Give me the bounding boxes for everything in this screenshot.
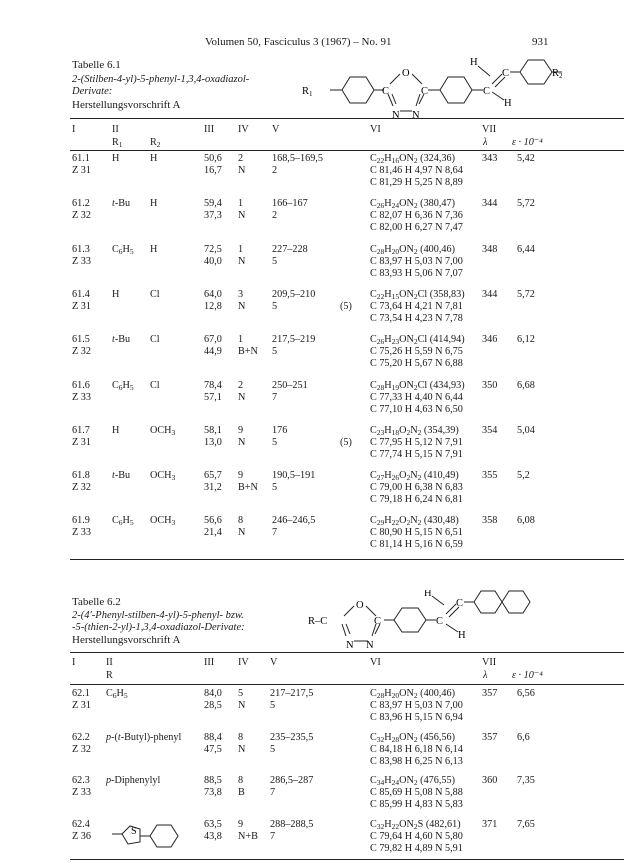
col4-value-b: N bbox=[238, 210, 246, 222]
r-value: p-Diphenylyl bbox=[106, 775, 161, 786]
struct2-o: O bbox=[356, 600, 364, 611]
col3-value-b: 44,9 bbox=[204, 346, 222, 358]
table1-header-col1: I bbox=[72, 124, 76, 135]
struct2-c-vinyl-b: C bbox=[456, 598, 464, 609]
col4-value-b: N bbox=[238, 743, 246, 755]
col3-value-b: 31,2 bbox=[204, 482, 222, 494]
col4-value-a: 1 bbox=[238, 198, 244, 210]
molecular-formula: $C_{26}H_{23}ON_2Cl$ (414,94) bbox=[370, 334, 465, 347]
melting-point: 217,5–219 bbox=[272, 334, 316, 346]
col5-value-b: 2 bbox=[272, 165, 278, 176]
r1-value: $C_6H_5$ bbox=[112, 379, 134, 392]
molecular-formula: $C_{28}H_{19}ON_2Cl$ (434,93) bbox=[370, 379, 465, 392]
analysis-found: C 75,20 H 5,67 N 6,88 bbox=[370, 358, 463, 370]
analysis-found: C 83,93 H 5,06 N 7,07 bbox=[370, 267, 463, 279]
melting-point: 168,5–169,5 bbox=[272, 153, 323, 164]
melting-point: 176 bbox=[272, 424, 288, 436]
epsilon-value: 5,04 bbox=[517, 424, 535, 436]
r-value: p-(t-Butyl)-phenyl bbox=[106, 731, 182, 743]
row-z-code: Z 32 bbox=[72, 210, 91, 222]
epsilon-value: 5,72 bbox=[517, 198, 535, 210]
r1-value: H bbox=[112, 288, 120, 300]
table2-header-col6: VI bbox=[370, 657, 381, 668]
col5-value-b: 5 bbox=[272, 255, 278, 267]
lambda-max: 344 bbox=[482, 288, 498, 300]
molecular-formula: $C_{22}H_{15}ON_2Cl$ (358,83) bbox=[370, 288, 465, 301]
col4-value-b: B+N bbox=[238, 346, 258, 358]
benzene-ring-middle bbox=[440, 77, 472, 103]
r1-value: t-Bu bbox=[112, 198, 131, 210]
struct1-n-left: N bbox=[392, 110, 400, 121]
r2-value: Cl bbox=[150, 334, 160, 346]
epsilon-value: 6,12 bbox=[517, 334, 535, 346]
table2-title-line1: 2-(4′-Phenyl-stilben-4-yl)-5-phenyl- bzw. bbox=[72, 610, 244, 621]
row-number: 62.1 bbox=[72, 688, 90, 699]
col3-value-a: 58,1 bbox=[204, 424, 222, 436]
melting-point: 288–288,5 bbox=[270, 818, 314, 830]
col4-value-a: 9 bbox=[238, 470, 244, 482]
col4-value-a: 1 bbox=[238, 243, 244, 255]
row-number: 62.3 bbox=[72, 775, 90, 786]
table1-label: Tabelle 6.1 bbox=[72, 59, 121, 71]
r-value: $C_6H_5$ bbox=[106, 688, 128, 700]
col3-value-a: 63,5 bbox=[204, 818, 222, 830]
struct2-c-vinyl-a: C bbox=[436, 616, 444, 627]
col4-value-b: N bbox=[238, 391, 246, 403]
table1-header-rule bbox=[70, 150, 624, 151]
r1-value: $C_6H_5$ bbox=[112, 243, 134, 256]
table1-header-col6: VI bbox=[370, 124, 381, 135]
running-header-journal: Volumen 50, Fasciculus 3 (1967) – No. 91 bbox=[205, 36, 392, 48]
table2-title-line2: -5-(thien-2-yl)-1,3,4-oxadiazol-Derivate: bbox=[72, 622, 245, 633]
molecular-formula: $C_{22}H_{16}ON_2$ (324,36) bbox=[370, 153, 455, 165]
melting-point: 209,5–210 bbox=[272, 288, 316, 300]
lambda-max: 360 bbox=[482, 775, 498, 786]
analysis-calculated: C 80,90 H 5,15 N 6,51 bbox=[370, 527, 463, 539]
molecular-formula: $C_{28}H_{20}ON_2$ (400,46) bbox=[370, 243, 455, 256]
table1-header-col3: III bbox=[204, 124, 215, 135]
struct2-h-top: H bbox=[424, 590, 432, 599]
col3-value-a: 64,0 bbox=[204, 288, 222, 300]
col4-value-a: 9 bbox=[238, 424, 244, 436]
row-z-code: Z 31 bbox=[72, 165, 91, 176]
table2-header-epsilon: ε · 10⁻⁴ bbox=[512, 670, 543, 681]
molecular-formula: $C_{28}H_{20}ON_2$ (400,46) bbox=[370, 688, 455, 700]
row-number: 61.4 bbox=[72, 288, 90, 300]
table1-method: Herstellungsvorschrift A bbox=[72, 99, 181, 111]
analysis-calculated: C 73,64 H 4,21 N 7,81 bbox=[370, 300, 463, 312]
col3-value-a: 78,4 bbox=[204, 379, 222, 391]
col3-value-a: 88,4 bbox=[204, 731, 222, 743]
lambda-max: 344 bbox=[482, 198, 498, 210]
analysis-found: C 77,74 H 5,15 N 7,91 bbox=[370, 448, 463, 460]
melting-point: 227–228 bbox=[272, 243, 308, 255]
row-number: 61.5 bbox=[72, 334, 90, 346]
row-number: 61.1 bbox=[72, 153, 90, 164]
lambda-max: 371 bbox=[482, 818, 498, 830]
row-z-code: Z 31 bbox=[72, 436, 91, 448]
epsilon-value: 6,44 bbox=[517, 243, 535, 255]
lambda-max: 348 bbox=[482, 243, 498, 255]
struct2-n-left: N bbox=[346, 640, 354, 651]
col3-value-a: 50,6 bbox=[204, 153, 222, 164]
lambda-max: 346 bbox=[482, 334, 498, 346]
col4-value-a: 5 bbox=[238, 688, 244, 699]
table2-label: Tabelle 6.2 bbox=[72, 596, 121, 608]
table2-header-col4: IV bbox=[238, 657, 249, 668]
table1-title-line2: Derivate: bbox=[72, 86, 113, 97]
col5-value-b: 7 bbox=[272, 527, 278, 539]
col4-value-b: N bbox=[238, 527, 246, 539]
r2-value: Cl bbox=[150, 288, 160, 300]
molecular-formula: $C_{23}H_{18}O_2N_2$ (354,39) bbox=[370, 424, 459, 437]
struct2-h-bottom: H bbox=[458, 630, 466, 641]
lambda-max: 350 bbox=[482, 379, 498, 391]
col3-value-a: 56,6 bbox=[204, 515, 222, 527]
col5-value-c: (5) bbox=[340, 300, 352, 312]
epsilon-value: 5,2 bbox=[517, 470, 530, 482]
table2-header-col3: III bbox=[204, 657, 215, 668]
analysis-calculated: C 83,97 H 5,03 N 7,00 bbox=[370, 700, 463, 711]
col3-value-b: 43,8 bbox=[204, 830, 222, 842]
molecular-formula: $C_{26}H_{24}ON_2$ (380,47) bbox=[370, 198, 455, 211]
col3-value-a: 65,7 bbox=[204, 470, 222, 482]
r1-value: H bbox=[112, 153, 120, 164]
col3-value-a: 67,0 bbox=[204, 334, 222, 346]
epsilon-value: 6,68 bbox=[517, 379, 535, 391]
benzene-ring-right-b bbox=[502, 591, 530, 613]
struct1-o: O bbox=[402, 68, 410, 79]
row-number: 62.2 bbox=[72, 731, 90, 743]
r1-value: t-Bu bbox=[112, 334, 131, 346]
r2-value: $OCH_3$ bbox=[150, 470, 176, 483]
table1-header-r2: $R_2$ bbox=[150, 137, 161, 149]
row-z-code: Z 32 bbox=[72, 482, 91, 494]
col5-value-b: 7 bbox=[270, 830, 276, 842]
melting-point: 250–251 bbox=[272, 379, 308, 391]
molecular-formula: $C_{27}H_{26}O_2N_2$ (410,49) bbox=[370, 470, 459, 483]
melting-point: 235–235,5 bbox=[270, 731, 314, 743]
col3-value-b: 16,7 bbox=[204, 165, 222, 176]
col5-value-b: 5 bbox=[270, 743, 276, 755]
col4-value-a: 8 bbox=[238, 731, 244, 743]
lambda-max: 354 bbox=[482, 424, 498, 436]
analysis-found: C 85,99 H 4,83 N 5,83 bbox=[370, 799, 463, 810]
table1-header-col5: V bbox=[272, 124, 280, 135]
molecular-formula: $C_{32}H_{28}ON_2$ (456,56) bbox=[370, 731, 455, 744]
row-number: 61.3 bbox=[72, 243, 90, 255]
analysis-calculated: C 81,46 H 4,97 N 8,64 bbox=[370, 165, 463, 176]
table1-structure-diagram bbox=[280, 52, 570, 124]
table1-bottom-rule bbox=[70, 559, 624, 560]
col5-value-c: (5) bbox=[340, 436, 352, 448]
analysis-found: C 83,98 H 6,25 N 6,13 bbox=[370, 755, 463, 767]
table2-bottom-rule bbox=[70, 859, 624, 860]
thienyl-phenyl-structure bbox=[112, 822, 184, 854]
col4-value-a: 2 bbox=[238, 379, 244, 391]
col3-value-a: 88,5 bbox=[204, 775, 222, 786]
epsilon-value: 7,35 bbox=[517, 775, 535, 786]
col3-value-a: 59,4 bbox=[204, 198, 222, 210]
table2-header-col7: VII bbox=[482, 657, 497, 668]
table1-header-lambda: λ bbox=[483, 137, 488, 148]
lambda-max: 357 bbox=[482, 688, 498, 699]
row-number: 61.6 bbox=[72, 379, 90, 391]
table2-header-lambda: λ bbox=[483, 670, 488, 681]
analysis-calculated: C 77,95 H 5,12 N 7,91 bbox=[370, 436, 463, 448]
benzene-ring-right bbox=[520, 60, 552, 84]
col5-value-b: 5 bbox=[272, 346, 278, 358]
analysis-calculated: C 79,64 H 4,60 N 5,80 bbox=[370, 830, 463, 842]
col3-value-b: 57,1 bbox=[204, 391, 222, 403]
running-header-page-number: 931 bbox=[532, 36, 549, 48]
analysis-found: C 79,82 H 4,89 N 5,91 bbox=[370, 842, 463, 854]
struct1-c-vinyl-b: C bbox=[502, 68, 510, 79]
row-z-code: Z 31 bbox=[72, 300, 91, 312]
row-z-code: Z 31 bbox=[72, 700, 91, 711]
r2-value: Cl bbox=[150, 379, 160, 391]
r2-value: H bbox=[150, 198, 158, 210]
r1-value: t-Bu bbox=[112, 470, 131, 482]
col3-value-a: 84,0 bbox=[204, 688, 222, 699]
analysis-calculated: C 79,00 H 6,38 N 6,83 bbox=[370, 482, 463, 494]
analysis-found: C 83,96 H 5,15 N 6,94 bbox=[370, 712, 463, 723]
melting-point: 217–217,5 bbox=[270, 688, 314, 699]
table1-header-col4: IV bbox=[238, 124, 249, 135]
table1-header-col7: VII bbox=[482, 124, 497, 135]
analysis-calculated: C 85,69 H 5,08 N 5,88 bbox=[370, 787, 463, 798]
col3-value-b: 28,5 bbox=[204, 700, 222, 711]
col5-value-b: 5 bbox=[272, 300, 278, 312]
analysis-found: C 82,00 H 6,27 N 7,47 bbox=[370, 222, 463, 234]
melting-point: 190,5–191 bbox=[272, 470, 316, 482]
col4-value-b: B bbox=[238, 787, 245, 798]
row-number: 61.9 bbox=[72, 515, 90, 527]
col4-value-b: N bbox=[238, 700, 246, 711]
benzene-ring-left bbox=[342, 77, 374, 103]
analysis-found: C 77,10 H 4,63 N 6,50 bbox=[370, 403, 463, 415]
row-number: 61.2 bbox=[72, 198, 90, 210]
col5-value-b: 5 bbox=[270, 700, 276, 711]
col3-value-a: 72,5 bbox=[204, 243, 222, 255]
struct2-r-c: R–C bbox=[308, 616, 328, 627]
col3-value-b: 12,8 bbox=[204, 300, 222, 312]
col4-value-b: N bbox=[238, 300, 246, 312]
table2-header-col5: V bbox=[270, 657, 278, 668]
struct2-n-right: N bbox=[366, 640, 374, 651]
col4-value-b: B+N bbox=[238, 482, 258, 494]
col4-value-b: N bbox=[238, 436, 246, 448]
benzene-ring-right-a bbox=[474, 591, 502, 613]
col5-value-b: 7 bbox=[270, 787, 276, 798]
epsilon-value: 5,72 bbox=[517, 288, 535, 300]
table1-title-line1: 2-(Stilben-4-yl)-5-phenyl-1,3,4-oxadiazol- bbox=[72, 74, 250, 85]
col4-value-b: N bbox=[238, 165, 246, 176]
row-z-code: Z 36 bbox=[72, 830, 91, 842]
analysis-found: C 79,18 H 6,24 N 6,81 bbox=[370, 494, 463, 506]
table2-header-col2: II bbox=[106, 657, 113, 668]
table1-top-rule bbox=[70, 118, 624, 119]
struct1-r2-label: R2 bbox=[552, 68, 563, 80]
struct1-h-top: H bbox=[470, 57, 478, 68]
molecular-formula: $C_{29}H_{22}O_2N_2$ (430,48) bbox=[370, 515, 459, 528]
r2-value: H bbox=[150, 153, 158, 164]
col4-value-b: N bbox=[238, 255, 246, 267]
row-z-code: Z 33 bbox=[72, 391, 91, 403]
melting-point: 286,5–287 bbox=[270, 775, 314, 786]
table1-header-col2: II bbox=[112, 124, 119, 135]
epsilon-value: 5,42 bbox=[517, 153, 535, 164]
epsilon-value: 7,65 bbox=[517, 818, 535, 830]
epsilon-value: 6,08 bbox=[517, 515, 535, 527]
r2-value: $OCH_3$ bbox=[150, 424, 176, 437]
table2-header-col1: I bbox=[72, 657, 76, 668]
table2-header-r: R bbox=[106, 670, 113, 681]
analysis-calculated: C 77,33 H 4,40 N 6,44 bbox=[370, 391, 463, 403]
col3-value-b: 47,5 bbox=[204, 743, 222, 755]
table2-method: Herstellungsvorschrift A bbox=[72, 634, 181, 646]
col3-value-b: 40,0 bbox=[204, 255, 222, 267]
analysis-calculated: C 82,07 H 6,36 N 7,36 bbox=[370, 210, 463, 222]
col4-value-a: 2 bbox=[238, 153, 244, 164]
col4-value-a: 9 bbox=[238, 818, 244, 830]
epsilon-value: 6,56 bbox=[517, 688, 535, 699]
struct1-n-right: N bbox=[412, 110, 420, 121]
col4-value-a: 3 bbox=[238, 288, 244, 300]
epsilon-value: 6,6 bbox=[517, 731, 530, 743]
melting-point: 166–167 bbox=[272, 198, 308, 210]
analysis-found: C 81,14 H 5,16 N 6,59 bbox=[370, 539, 463, 551]
molecular-formula: $C_{34}H_{24}ON_2$ (476,55) bbox=[370, 775, 455, 787]
melting-point: 246–246,5 bbox=[272, 515, 316, 527]
lambda-max: 343 bbox=[482, 153, 498, 164]
analysis-found: C 81,29 H 5,25 N 8,89 bbox=[370, 177, 463, 188]
table2-header-rule bbox=[70, 684, 624, 685]
col3-value-b: 73,8 bbox=[204, 787, 222, 798]
molecular-formula: $C_{32}H_{22}ON_2S$ (482,61) bbox=[370, 818, 461, 831]
row-z-code: Z 32 bbox=[72, 743, 91, 755]
row-z-code: Z 32 bbox=[72, 346, 91, 358]
col4-value-b: N+B bbox=[238, 830, 258, 842]
table2-top-rule bbox=[70, 652, 624, 653]
col5-value-b: 5 bbox=[272, 482, 278, 494]
struct1-r1-label: R1 bbox=[302, 86, 313, 98]
analysis-calculated: C 83,97 H 5,03 N 7,00 bbox=[370, 255, 463, 267]
col4-value-a: 8 bbox=[238, 515, 244, 527]
lambda-max: 357 bbox=[482, 731, 498, 743]
r2-value: $OCH_3$ bbox=[150, 515, 176, 528]
struct1-c-left: C bbox=[382, 86, 390, 97]
table1-header-r1: $R_1$ bbox=[112, 137, 123, 149]
col3-value-b: 13,0 bbox=[204, 436, 222, 448]
table1-header-epsilon: ε · 10⁻⁴ bbox=[512, 137, 543, 148]
col5-value-b: 2 bbox=[272, 210, 278, 222]
col4-value-a: 1 bbox=[238, 334, 244, 346]
r1-value: H bbox=[112, 424, 120, 436]
lambda-max: 358 bbox=[482, 515, 498, 527]
r2-value: H bbox=[150, 243, 158, 255]
r1-value: $C_6H_5$ bbox=[112, 515, 134, 528]
row-number: 62.4 bbox=[72, 818, 90, 830]
thienyl-s-label: S bbox=[131, 826, 137, 837]
row-number: 61.8 bbox=[72, 470, 90, 482]
col5-value-b: 5 bbox=[272, 436, 278, 448]
analysis-calculated: C 84,18 H 6,18 N 6,14 bbox=[370, 743, 463, 755]
row-z-code: Z 33 bbox=[72, 527, 91, 539]
lambda-max: 355 bbox=[482, 470, 498, 482]
col3-value-b: 37,3 bbox=[204, 210, 222, 222]
row-number: 61.7 bbox=[72, 424, 90, 436]
col4-value-a: 8 bbox=[238, 775, 244, 786]
struct2-c: C bbox=[374, 616, 382, 627]
struct1-c-right: C bbox=[421, 86, 429, 97]
benzene-ring-middle-t2 bbox=[394, 608, 426, 632]
table2-structure-diagram bbox=[308, 590, 536, 654]
col5-value-b: 7 bbox=[272, 391, 278, 403]
analysis-found: C 73,54 H 4,23 N 7,78 bbox=[370, 312, 463, 324]
struct1-c-vinyl-a: C bbox=[483, 86, 491, 97]
struct1-h-bottom: H bbox=[504, 98, 512, 109]
row-z-code: Z 33 bbox=[72, 255, 91, 267]
analysis-calculated: C 75,26 H 5,59 N 6,75 bbox=[370, 346, 463, 358]
row-z-code: Z 33 bbox=[72, 787, 91, 798]
col3-value-b: 21,4 bbox=[204, 527, 222, 539]
